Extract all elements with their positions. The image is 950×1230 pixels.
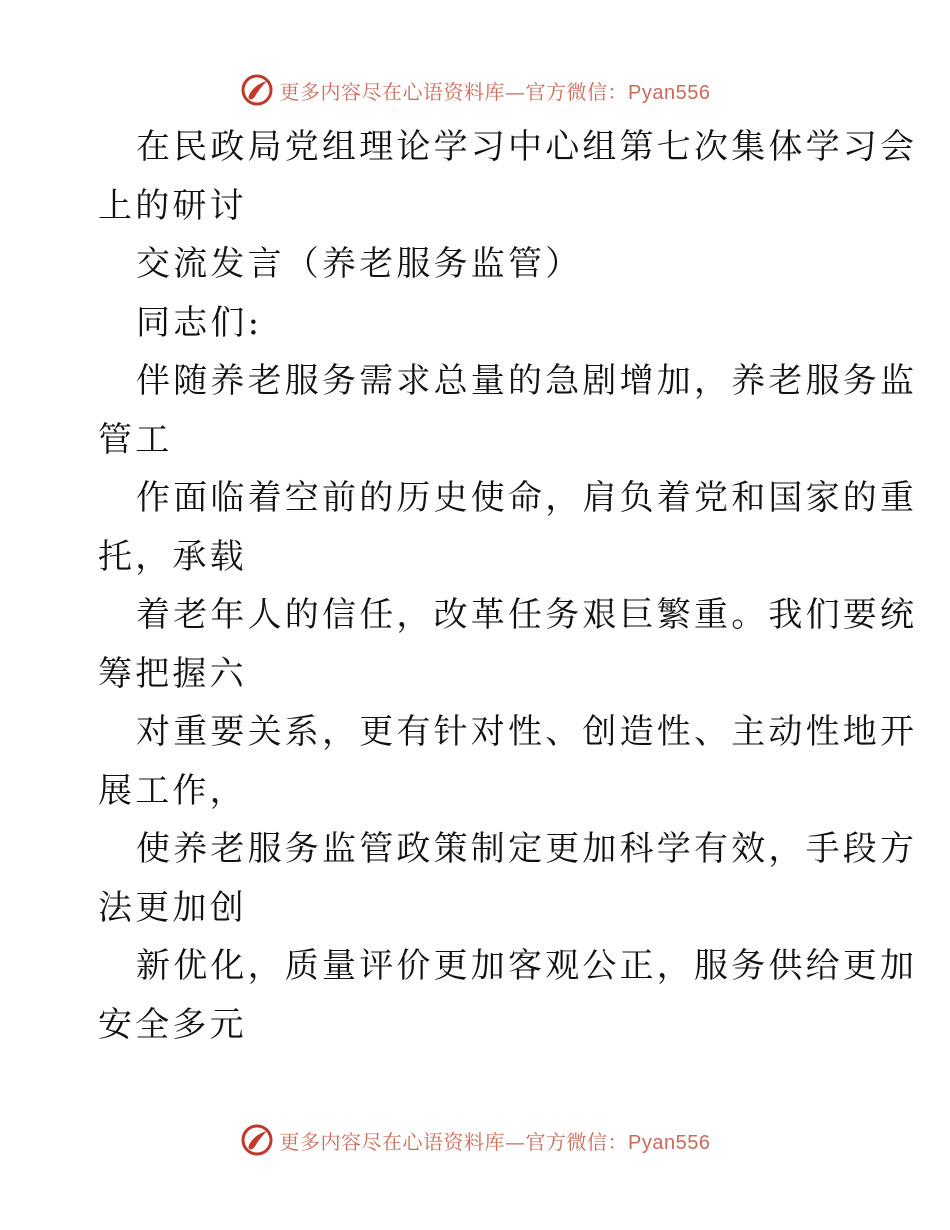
text-line: 伴随养老服务需求总量的急剧增加，养老服务监 [136, 361, 918, 401]
header-watermark [0, 70, 950, 110]
text-line: 同志们: [136, 302, 263, 343]
text-line: 交流发言（养老服务监管） [136, 244, 583, 284]
brand-logo-icon [240, 73, 274, 107]
text-line: 对重要关系，更有针对性、创造性、主动性地开 [136, 712, 918, 752]
text-line: 在民政局党组理论学习中心组第七次集体学习会 [136, 127, 918, 167]
watermark-brand: 更多内容尽在心语资料库 [279, 1129, 506, 1154]
watermark-text [280, 76, 711, 105]
watermark-text [280, 1126, 711, 1155]
text-line: 新优化，质量评价更加客观公正，服务供给更加 [136, 946, 918, 986]
text-line: 安全多元 [98, 1004, 247, 1045]
document-body [98, 118, 918, 1054]
text-line: 使养老服务监管政策制定更加科学有效，手段方 [136, 829, 918, 869]
watermark-label: 官方微信： [525, 79, 629, 104]
text-line: 着老年人的信任，改革任务艰巨繁重。我们要统 [136, 595, 918, 635]
watermark-label: 官方微信： [525, 1129, 629, 1154]
text-line: 作面临着空前的历史使命，肩负着党和国家的重 [136, 478, 918, 518]
text-line: 上的研讨 [98, 185, 247, 226]
watermark-brand: 更多内容尽在心语资料库 [279, 79, 506, 104]
watermark-separator: — [505, 1129, 526, 1154]
text-line: 法更加创 [98, 887, 247, 928]
text-line: 托，承载 [98, 536, 247, 577]
text-line: 筹把握六 [98, 653, 247, 694]
watermark-separator: — [505, 79, 526, 104]
brand-logo-icon [240, 1123, 274, 1157]
watermark-id: Pyan556 [628, 81, 711, 104]
text-line: 管工 [98, 419, 173, 460]
watermark-id: Pyan556 [628, 1131, 711, 1154]
text-line: 展工作， [98, 770, 247, 811]
footer-watermark [0, 1120, 950, 1160]
